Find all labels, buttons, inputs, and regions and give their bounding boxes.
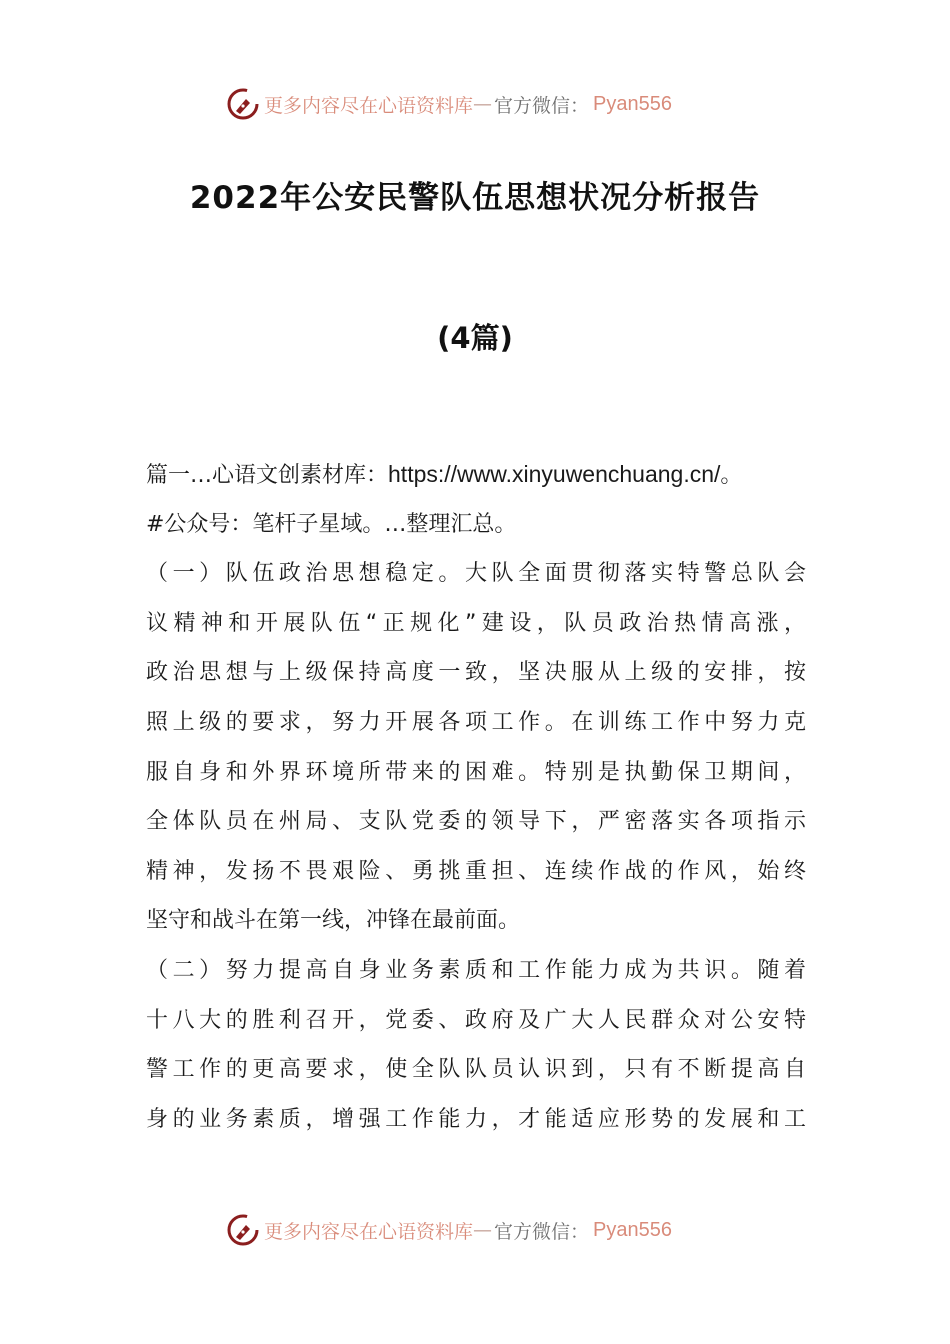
paragraph-line: 政治思想与上级保持高度一致，坚决服从上级的安排，按 xyxy=(146,660,806,686)
paragraph-line: 精神，发扬不畏艰险、勇挑重担、连续作战的作风，始终 xyxy=(146,858,806,884)
banner-wechat-id: Pyan556 xyxy=(593,92,672,115)
paragraph-line: 十八大的胜利召开，党委、政府及广大人民群众对公安特 xyxy=(146,1007,806,1033)
paragraph-line: 警工作的更高要求，使全队队员认识到，只有不断提高自 xyxy=(146,1057,806,1083)
account-line: #公众号：笔杆子星域。…整理汇总。 xyxy=(146,511,517,537)
source-url[interactable]: https://www.xinyuwenchuang.cn/ xyxy=(388,461,721,487)
banner-dash: — xyxy=(473,1219,493,1241)
pen-nib-circle-icon xyxy=(226,87,260,121)
banner-dash: — xyxy=(473,93,493,115)
paragraph-line: （二）努力提高自身业务素质和工作能力成为共识。随着 xyxy=(146,957,806,983)
paragraph-line: 身的业务素质，增强工作能力，才能适应形势的发展和工 xyxy=(146,1106,806,1132)
paragraph-line: 议精神和开展队伍“正规化”建设，队员政治热情高涨， xyxy=(146,610,806,636)
paragraph-line: （一）队伍政治思想稳定。大队全面贯彻落实特警总队会 xyxy=(146,561,806,587)
footer-banner xyxy=(226,1210,726,1250)
banner-main-text: 更多内容尽在心语资料库 xyxy=(264,1220,474,1243)
document-subtitle: (4篇) xyxy=(437,321,513,355)
header-banner xyxy=(226,84,726,124)
banner-wechat-label: 官方微信： xyxy=(494,1220,590,1243)
source-prefix: 篇一…心语文创素材库： xyxy=(146,463,389,488)
paragraph-line: 全体队员在州局、支队党委的领导下，严密落实各项指示 xyxy=(146,809,806,835)
source-suffix: 。 xyxy=(720,463,743,488)
pen-nib-circle-icon xyxy=(226,1213,260,1247)
banner-wechat-label: 官方微信： xyxy=(494,94,590,117)
paragraph-line: 服自身和外界环境所带来的困难。特别是执勤保卫期间， xyxy=(146,759,806,785)
paragraph-line: 照上级的要求，努力开展各项工作。在训练工作中努力克 xyxy=(146,709,806,735)
banner-wechat-id: Pyan556 xyxy=(593,1218,672,1241)
document-title: 2022年公安民警队伍思想状况分析报告 xyxy=(189,180,761,216)
banner-main-text: 更多内容尽在心语资料库 xyxy=(264,94,474,117)
source-line xyxy=(146,450,806,500)
paragraph-line: 坚守和战斗在第一线，冲锋在最前面。 xyxy=(146,908,521,934)
document-body xyxy=(146,450,806,1144)
